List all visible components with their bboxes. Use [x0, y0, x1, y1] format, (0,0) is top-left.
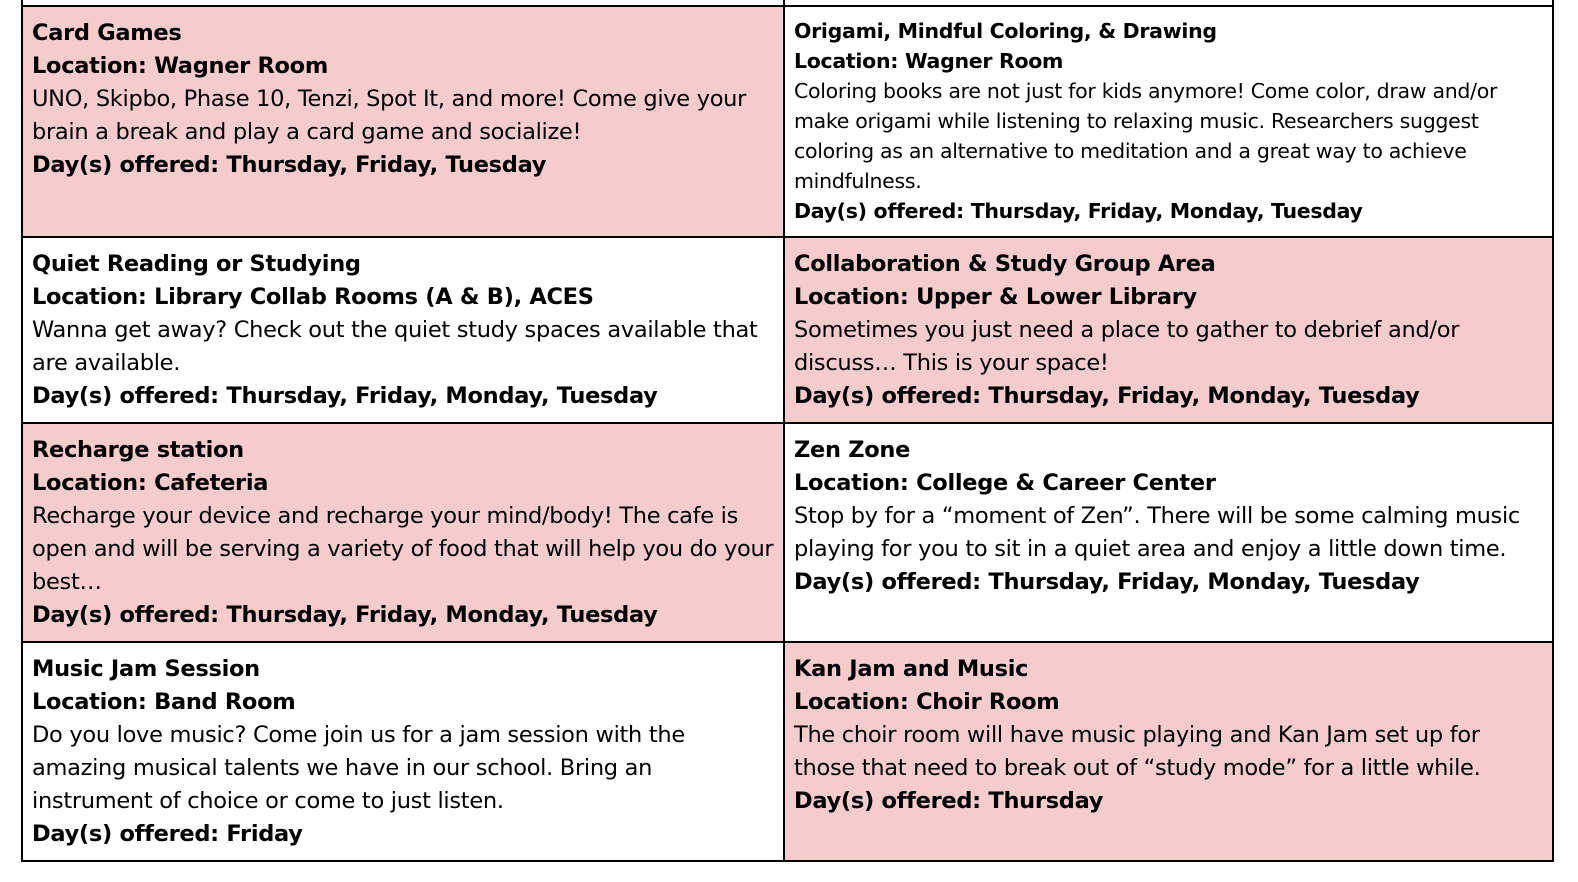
table-row [22, 6, 1553, 237]
activity-location: Location: College & Career Center [794, 470, 1216, 496]
activity-title: Origami, Mindful Coloring, & Drawing [794, 19, 1217, 43]
activity-description: Sometimes you just need a place to gather to debrief and/or discuss… This is your space! [794, 317, 1460, 376]
table-row [22, 642, 1553, 861]
activity-days: Day(s) offered: Thursday, Friday, Monday, Tuesday [794, 199, 1363, 223]
activity-days: Day(s) offered: Thursday, Friday, Monday, Tuesday [794, 569, 1420, 595]
activity-days: Day(s) offered: Friday [32, 821, 303, 847]
activity-description: UNO, Skipbo, Phase 10, Tenzi, Spot It, and more! Come give your brain a break and play a card game and socialize! [32, 86, 747, 145]
activity-location: Location: Cafeteria [32, 470, 269, 496]
activity-cell-recharge-station [22, 423, 784, 642]
table-row [22, 237, 1553, 423]
activity-title: Recharge station [32, 437, 244, 463]
activity-description: Recharge your device and recharge your mind/body! The cafe is open and will be serving a variety of food that will help you do your best… [32, 503, 774, 595]
activity-cell-quiet-reading [22, 237, 784, 423]
activities-table-container [21, 0, 1552, 860]
activity-description: Do you love music? Come join us for a jam session with the amazing musical talents we have in our school. Bring an instrument of choice or come to just listen. [32, 722, 685, 814]
activity-days: Day(s) offered: Thursday, Friday, Monday, Tuesday [32, 383, 658, 409]
activity-cell-card-games [22, 6, 784, 237]
activity-days: Day(s) offered: Thursday [794, 788, 1104, 814]
activity-title: Zen Zone [794, 437, 911, 463]
activity-description: Coloring books are not just for kids anymore! Come color, draw and/or make origami while listening to relaxing music. Researchers suggest coloring as an alternative to meditation and a great way to achieve mindfulness. [794, 79, 1498, 193]
activities-table [21, 0, 1554, 862]
activity-title: Quiet Reading or Studying [32, 251, 361, 277]
activity-location: Location: Wagner Room [794, 49, 1064, 73]
activity-cell-origami [784, 6, 1553, 237]
activity-description: Stop by for a “moment of Zen”. There will be some calming music playing for you to sit in a quiet area and enjoy a little down time. [794, 503, 1520, 562]
activity-days: Day(s) offered: Thursday, Friday, Monday, Tuesday [794, 383, 1420, 409]
activity-location: Location: Choir Room [794, 689, 1060, 715]
activity-location: Location: Band Room [32, 689, 296, 715]
activity-location: Location: Library Collab Rooms (A & B), ACES [32, 284, 594, 310]
activity-location: Location: Wagner Room [32, 53, 328, 79]
activity-title: Collaboration & Study Group Area [794, 251, 1216, 277]
activity-cell-music-jam [22, 642, 784, 861]
activity-title: Kan Jam and Music [794, 656, 1029, 682]
table-row [22, 423, 1553, 642]
activity-title: Card Games [32, 20, 182, 46]
activity-cell-collaboration [784, 237, 1553, 423]
activity-location: Location: Upper & Lower Library [794, 284, 1197, 310]
activity-days: Day(s) offered: Thursday, Friday, Monday, Tuesday [32, 602, 658, 628]
activity-description: Wanna get away? Check out the quiet study spaces available that are available. [32, 317, 758, 376]
activity-cell-kan-jam [784, 642, 1553, 861]
activity-days: Day(s) offered: Thursday, Friday, Tuesday [32, 152, 547, 178]
activity-cell-zen-zone [784, 423, 1553, 642]
activity-title: Music Jam Session [32, 656, 260, 682]
activity-description: The choir room will have music playing and Kan Jam set up for those that need to break out of “study mode” for a little while. [794, 722, 1481, 781]
